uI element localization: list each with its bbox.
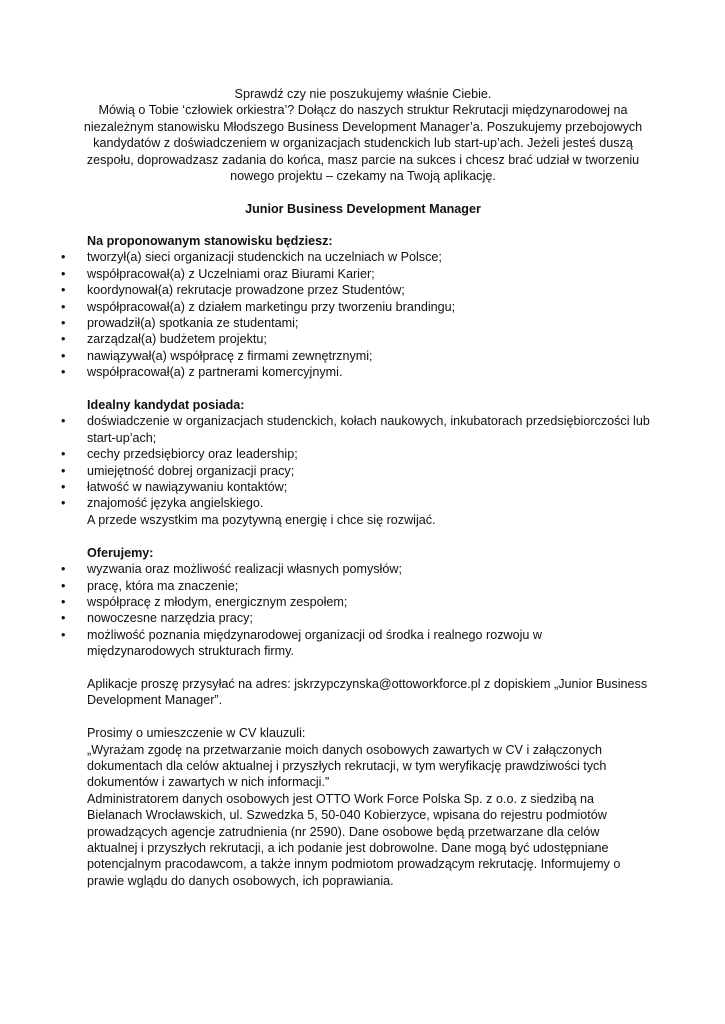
list-item: • umiejętność dobrej organizacji pracy;	[87, 463, 652, 479]
spacer	[87, 528, 652, 544]
list-item: • doświadczenie w organizacjach studenckich, kołach naukowych, inkubatorach przedsiębiorczości lub start-up’ach;	[87, 413, 652, 446]
list-item: • łatwość w nawiązywaniu kontaktów;	[87, 479, 652, 495]
intro-line-1: Sprawdź czy nie poszukujemy właśnie Ciebie.	[234, 87, 492, 101]
spacer	[87, 381, 652, 397]
list-item: • cechy przedsiębiorcy oraz leadership;	[87, 446, 652, 462]
spacer	[87, 660, 652, 676]
list-item: • pracę, która ma znaczenie;	[87, 578, 652, 594]
candidate-heading: Idealny kandydat posiada:	[87, 398, 245, 413]
responsibilities-heading: Na proponowanym stanowisku będziesz:	[87, 234, 333, 248]
list-item: • koordynował(a) rekrutacje prowadzone przez Studentów;	[87, 282, 652, 298]
spacer	[87, 709, 652, 725]
list-item: • możliwość poznania międzynarodowej organizacji od środka i realnego rozwoju w międzynarodowych strukturach firmy.	[87, 627, 652, 660]
clause-intro: Prosimy o umieszczenie w CV klauzuli:	[87, 726, 306, 741]
list-item: • znajomość języka angielskiego.	[87, 495, 652, 511]
candidate-list	[87, 413, 652, 511]
consent-clause: „Wyrażam zgodę na przetwarzanie moich danych osobowych zawartych w CV i załączonych dokumentach dla celów aktualnej i przyszłych rekrutacji, w tym weryfikację prawdziwości tych dokumentów i zawartych w nich informacji.”	[87, 742, 607, 790]
job-title: Junior Business Development Manager	[245, 202, 481, 216]
responsibilities-list	[87, 249, 652, 380]
offer-heading: Oferujemy:	[87, 545, 154, 560]
list-item: • zarządzał(a) budżetem projektu;	[87, 331, 652, 347]
intro-paragraph: Mówią o Tobie ‘człowiek orkiestra’? Dołącz do naszych struktur Rekrutacji międzynarodowej na niezależnym stanowisku Młodszego Business Development Manager’a. Poszukujemy przebojowych kandydatów z doświadczeniem w organizacjach studenckich lub start-up’ach. Jeżeli jesteś duszą zespołu, doprowadzasz zadania do końca, masz parcie na sukces i chcesz brać udział w tworzeniu nowego projektu – czekamy na Twoją aplikację.	[83, 103, 643, 184]
posting-content	[87, 233, 652, 889]
list-item: • nowoczesne narzędzia pracy;	[87, 610, 652, 626]
list-item: • współpracę z młodym, energicznym zespołem;	[87, 594, 652, 610]
list-item: • wyzwania oraz możliwość realizacji własnych pomysłów;	[87, 561, 652, 577]
list-item: • współpracował(a) z Uczelniami oraz Biurami Karier;	[87, 266, 652, 282]
intro-block	[78, 86, 648, 184]
list-item: • współpracował(a) z partnerami komercyjnymi.	[87, 364, 652, 380]
application-instructions: Aplikacje proszę przysyłać na adres: jskrzypczynska@ottoworkforce.pl z dopiskiem „Junior Business Development Manager”.	[87, 676, 648, 708]
data-administrator-note: Administratorem danych osobowych jest OTTO Work Force Polska Sp. z o.o. z siedzibą na Bielanach Wrocławskich, ul. Szwedzka 5, 50-040 Kobierzyce, wpisana do rejestru podmiotów prowadzących agencje zatrudnienia (nr 2590). Dane osobowe będą przetwarzane dla celów aktualnej i przyszłych rekrutacji, a ich podanie jest dobrowolne. Dane mogą być udostępniane potencjalnym pracodawcom, a także innym podmiotom prowadzącym rekrutację. Informujemy o prawie wglądu do danych osobowych, ich poprawiania.	[87, 791, 621, 888]
list-item: • prowadził(a) spotkania ze studentami;	[87, 315, 652, 331]
candidate-closing: A przede wszystkim ma pozytywną energię i chce się rozwijać.	[87, 512, 436, 527]
list-item: • tworzył(a) sieci organizacji studenckich na uczelniach w Polsce;	[87, 249, 652, 265]
offer-list	[87, 561, 652, 659]
list-item: • nawiązywał(a) współpracę z firmami zewnętrznymi;	[87, 348, 652, 364]
list-item: • współpracował(a) z działem marketingu przy tworzeniu brandingu;	[87, 299, 652, 315]
